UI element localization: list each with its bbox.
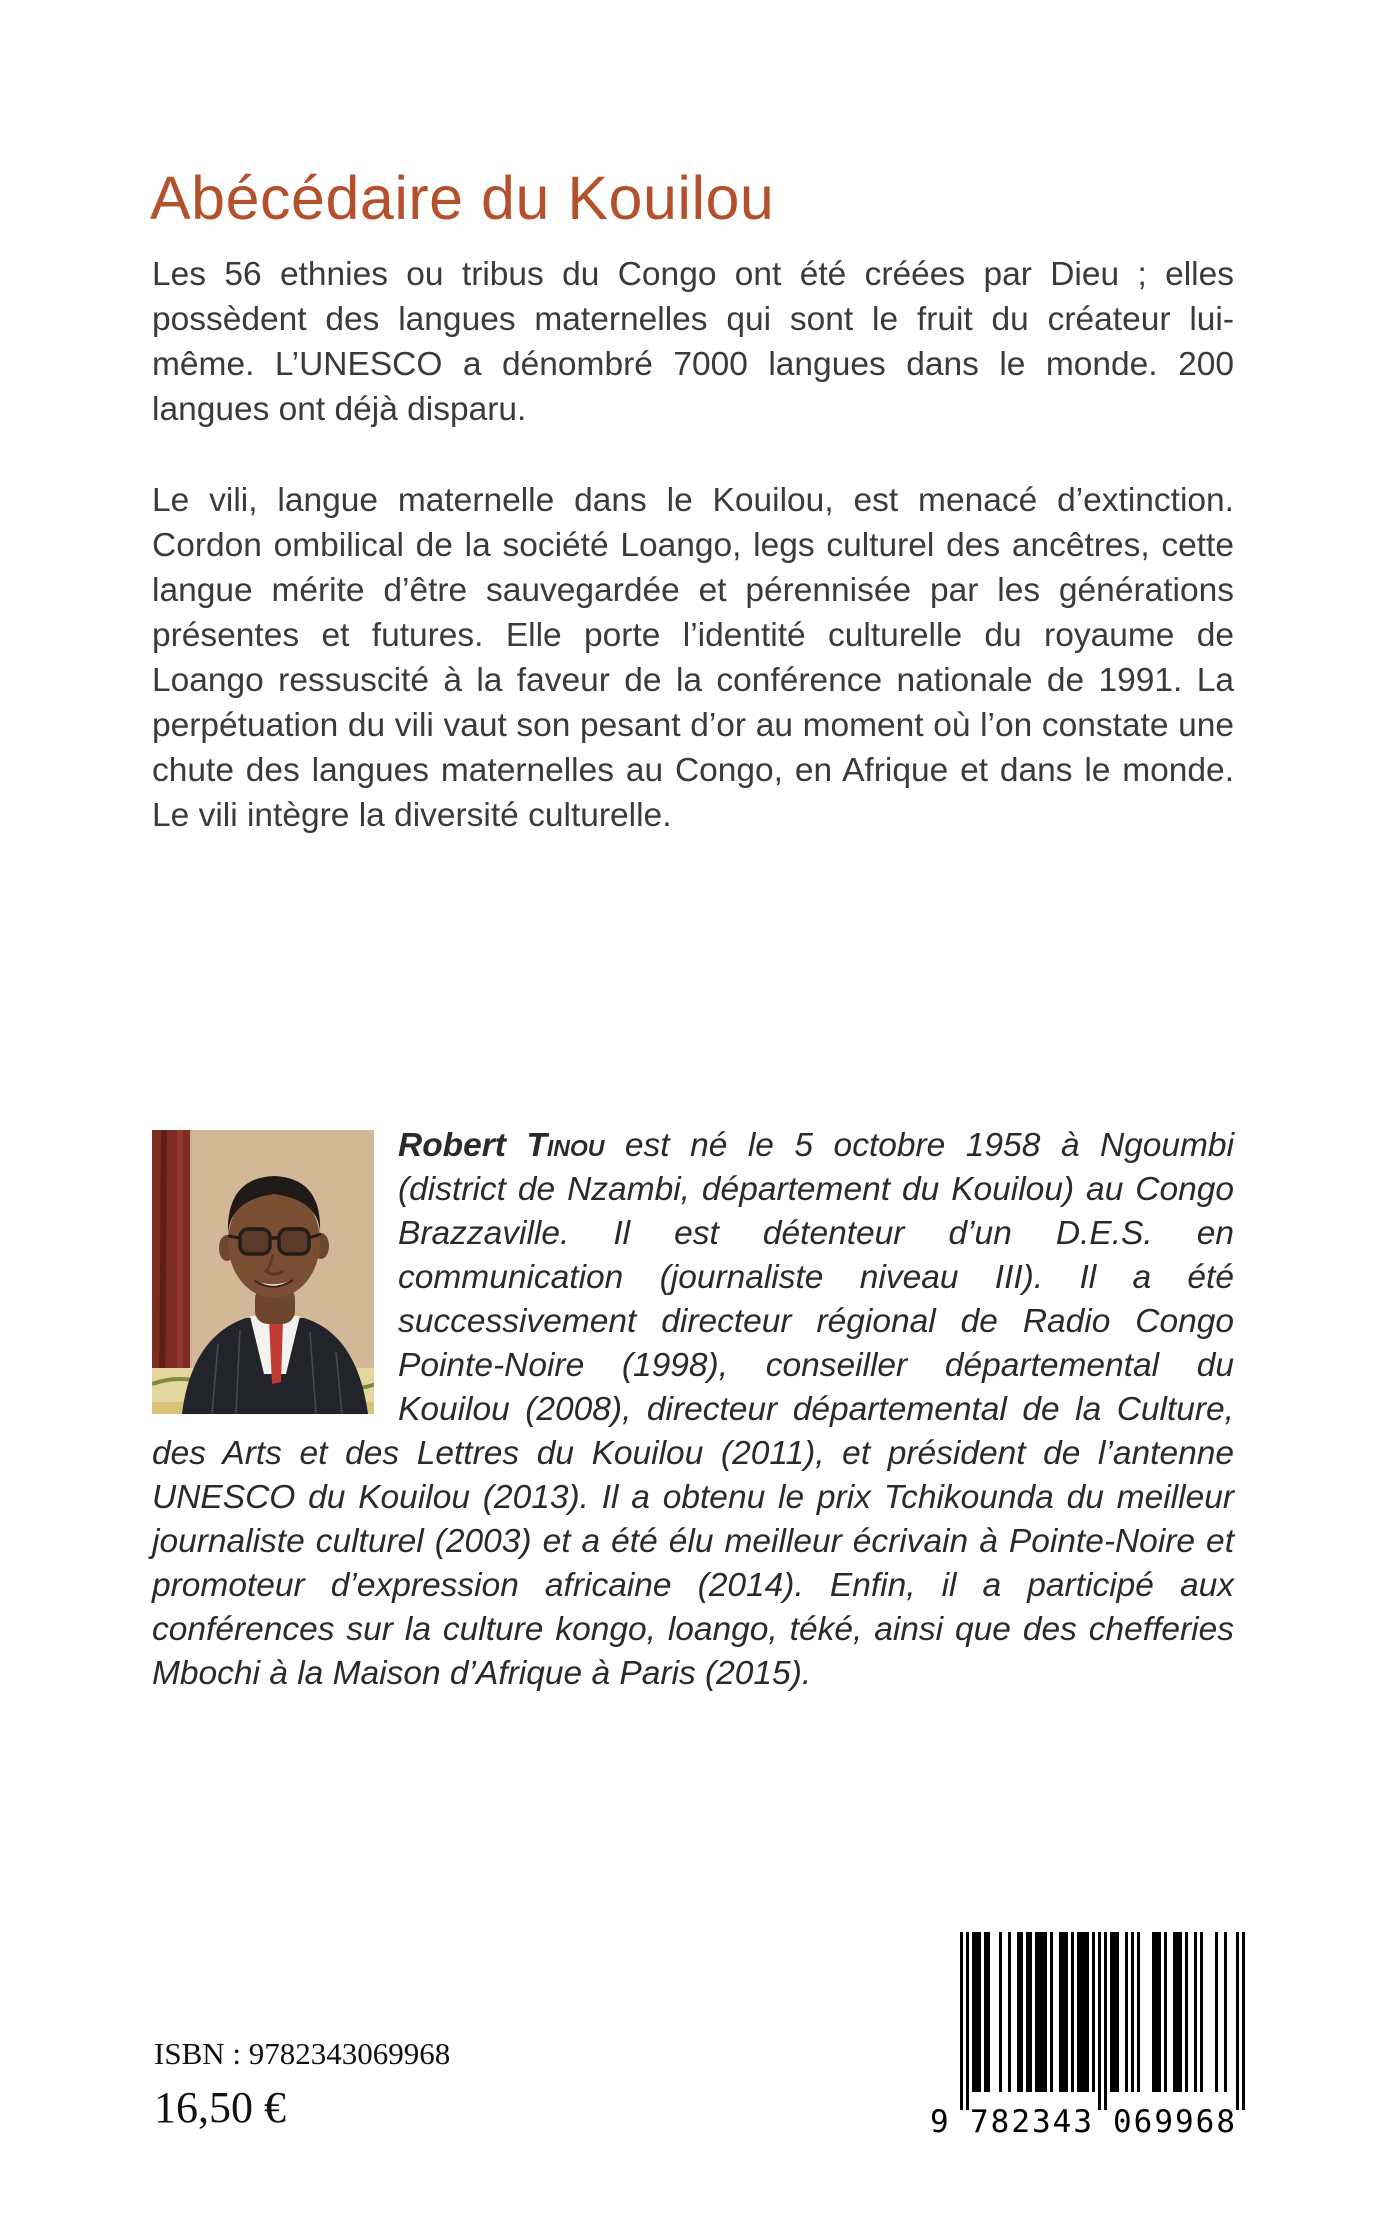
barcode-digit-first: 9 [930, 2104, 949, 2134]
synopsis-paragraph-2: Le vili, langue maternelle dans le Kouilou, est menacé d’extinction. Cordon ombilical de la société Loango, legs culturel des ancêtres, cette langue mérite d’être sauvegardée et pérennisée par les générations présentes et futures. Elle porte l’identité culturelle du royaume de Loango ressuscité à la faveur de la conférence nationale de 1991. La perpétuation du vili vaut son pesant d’or au moment où l’on constate une chute des langues maternelles au Congo, en Afrique et dans le monde. Le vili intègre la diversité culturelle. [152, 482, 1234, 834]
author-photo [152, 1130, 374, 1414]
synopsis-paragraph-1: Les 56 ethnies ou tribus du Congo ont été créées par Dieu ; elles possèdent des langues maternelles qui sont le fruit du créateur lui-même. L’UNESCO a dénombré 7000 langues dans le monde. 200 langues ont déjà disparu. [152, 256, 1234, 428]
ean13-barcode [928, 1932, 1250, 2134]
synopsis-block [152, 252, 1234, 838]
author-bio-text: est né le 5 octobre 1958 à Ngoumbi (district de Nzambi, département du Kouilou) au Congo Brazzaville. Il est détenteur d’un D.E.S. en communication (journaliste niveau III). Il a été successivement directeur régional de Radio Congo Pointe-Noire (1998), conseiller départemental du Kouilou (2008), directeur départemental de la Culture, des Arts et des Lettres du Kouilou (2011), et président de l’antenne UNESCO du Kouilou (2013). Il a obtenu le prix Tchikounda du meilleur journaliste culturel (2003) et a été élu meilleur écrivain à Pointe-Noire et promoteur d’expression africaine (2014). Enfin, il a participé aux conférences sur la culture kongo, loango, téké, ainsi que des chefferies Mbochi à la Maison d’Afrique à Paris (2015). [152, 1127, 1235, 1692]
page-title: Abécédaire du Kouilou [150, 163, 775, 232]
price-text: 16,50 € [154, 2083, 286, 2132]
barcode-digits-right: 069968 [1113, 2104, 1235, 2134]
author-first-name: Robert [398, 1127, 527, 1164]
barcode-digits-left: 782343 [970, 2104, 1092, 2134]
author-bio-section [152, 1124, 1234, 1696]
author-name [398, 1127, 604, 1164]
isbn-text: ISBN : 9782343069968 [154, 2036, 451, 2071]
author-last-name: Tinou [526, 1127, 605, 1164]
